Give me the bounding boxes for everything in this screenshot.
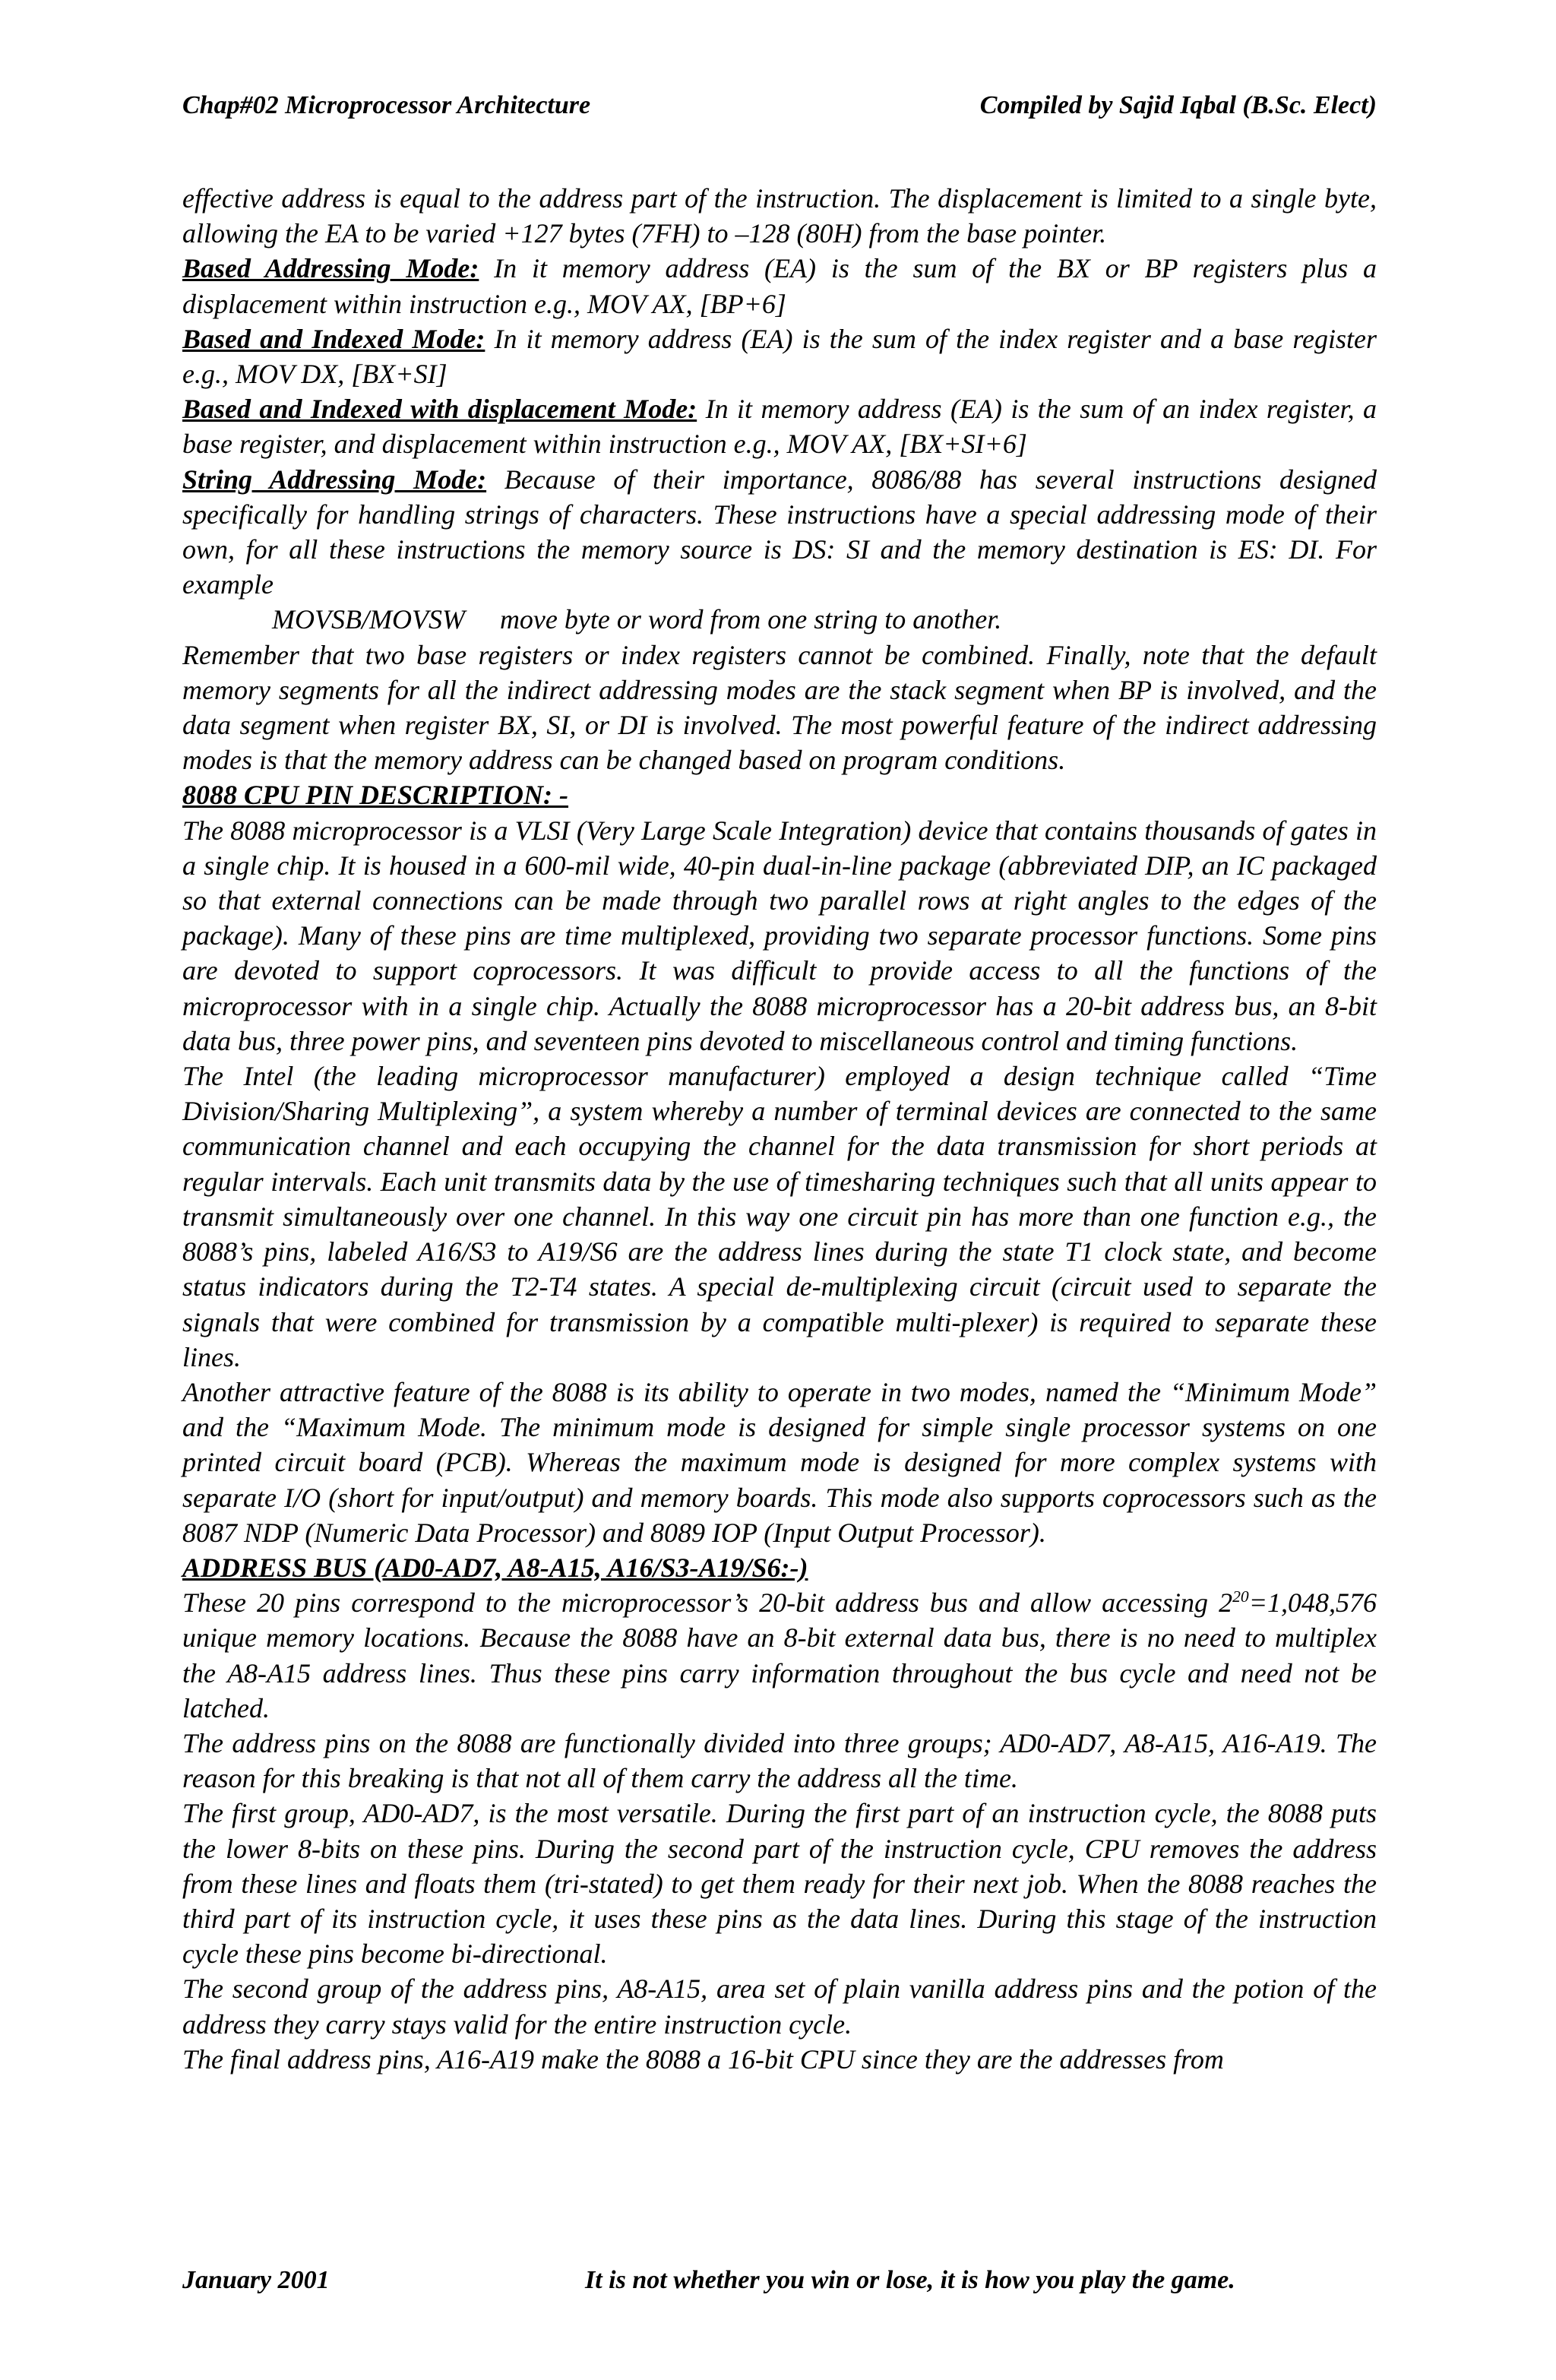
heading-based-indexed-displacement: Based and Indexed with displacement Mode: — [182, 394, 697, 425]
paragraph-effective-address: effective address is equal to the address part of the instruction. The displacement is limited to a single byte, allowing the EA to be varied +127 bytes (7FH) to –128 (80H) from the base pointer. — [182, 183, 1377, 249]
page-footer — [182, 2266, 1377, 2312]
header-compiler: Compiled by Sajid Iqbal (B.Sc. Elect) — [979, 91, 1377, 119]
heading-based-addressing: Based Addressing Mode: — [182, 253, 479, 284]
example-line — [182, 602, 1377, 637]
paragraph-string-addressing — [182, 462, 1377, 603]
superscript-exponent: 20 — [1232, 1587, 1249, 1606]
paragraph-based-addressing — [182, 251, 1377, 321]
heading-string-addressing: String Addressing Mode: — [182, 464, 487, 495]
header-chapter-title: Chap#02 Microprocessor Architecture — [182, 91, 591, 119]
paragraph-address-groups: The address pins on the 8088 are functionally divided into three groups; AD0-AD7, A8-A15, A16-A19. The reason for this breaking is that not all of them carry the address all the time. — [182, 1727, 1377, 1794]
paragraph-based-indexed — [182, 321, 1377, 391]
example-code: MOVSB/MOVSW — [272, 604, 465, 635]
example-description: move byte or word from one string to another. — [499, 604, 1002, 635]
text-address-bus-b: =1,048,576 unique memory locations. Because the 8088 have an 8-bit external data bus, there is no need to multiplex the A8-A15 address lines. Thus these pins carry information throughout the bus cycle and need not be latched. — [182, 1587, 1377, 1723]
heading-address-bus: ADDRESS BUS (AD0-AD7, A8-A15, A16/S3-A19/S6:-) — [182, 1552, 808, 1583]
paragraph-final-group: The final address pins, A16-A19 make the 8088 a 16-bit CPU since they are the addresses from — [182, 2043, 1224, 2075]
paragraph-address-bus — [182, 1585, 1377, 1726]
footer-quote: It is not whether you win or lose, it is how you play the game. — [585, 2266, 1235, 2294]
text-based-indexed: In it memory address (EA) is the sum of the index register and a base register e.g., MOV DX, [BX+SI] — [182, 323, 1377, 390]
page-header — [182, 91, 1377, 137]
heading-pin-description: 8088 CPU PIN DESCRIPTION: - — [182, 780, 569, 811]
document-body — [182, 181, 1377, 2077]
text-string-addressing: Because of their importance, 8086/88 has several instructions designed specifically for handling strings of characters. These instructions have a special addressing mode of their own, for all these instructions the memory source is DS: SI and the memory destination is ES: DI. For example — [182, 464, 1377, 600]
paragraph-pin-description: The 8088 microprocessor is a VLSI (Very Large Scale Integration) device that contains thousands of gates in a single chip. It is housed in a 600-mil wide, 40-pin dual-in-line package (abbreviated DIP, an IC packaged so that external connections can be made through two parallel rows at right angles to the edges of the package). Many of these pins are time multiplexed, providing two separate processor functions. Some pins are devoted to support coprocessors. It was difficult to provide access to all the functions of the microprocessor with in a single chip. Actually the 8088 microprocessor has a 20-bit address bus, an 8-bit data bus, three power pins, and seventeen pins devoted to miscellaneous control and timing functions. — [182, 815, 1377, 1056]
paragraph-based-indexed-displacement — [182, 391, 1377, 461]
text-based-indexed-displacement: In it memory address (EA) is the sum of an index register, a base register, and displacement within instruction e.g., MOV AX, [BX+SI+6] — [182, 394, 1377, 460]
footer-date: January 2001 — [182, 2266, 330, 2294]
paragraph-time-division: The Intel (the leading microprocessor manufacturer) employed a design technique called “Time Division/Sharing Multiplexing”, a system whereby a number of terminal devices are connected to the same communication channel and each occupying the channel for the data transmission for short periods at regular intervals. Each unit transmits data by the use of timesharing techniques such that all units appear to transmit simultaneously over one channel. In this way one circuit pin has more than one function e.g., the 8088’s pins, labeled A16/S3 to A19/S6 are the address lines during the state T1 clock state, and become status indicators during the T2-T4 states. A special de-multiplexing circuit (circuit used to separate the signals that were combined for transmission by a compatible multi-plexer) is required to separate these lines. — [182, 1061, 1377, 1372]
paragraph-modes: Another attractive feature of the 8088 is its ability to operate in two modes, named the “Minimum Mode” and the “Maximum Mode. The minimum mode is designed for simple single processor systems on one printed circuit board (PCB). Whereas the maximum mode is designed for more complex systems with separate I/O (short for input/output) and memory boards. This mode also supports coprocessors such as the 8087 NDP (Numeric Data Processor) and 8089 IOP (Input Output Processor). — [182, 1376, 1377, 1548]
heading-based-indexed: Based and Indexed Mode: — [182, 323, 485, 354]
paragraph-first-group: The first group, AD0-AD7, is the most versatile. During the first part of an instruction cycle, the 8088 puts the lower 8-bits on these pins. During the second part of the instruction cycle, CPU removes the address from these lines and floats them (tri-stated) to get them ready for their next job. When the 8088 reaches the third part of its instruction cycle, it uses these pins as the data lines. During this stage of the instruction cycle these pins become bi-directional. — [182, 1798, 1377, 1970]
paragraph-remember: Remember that two base registers or index registers cannot be combined. Finally, note that the default memory segments for all the indirect addressing modes are the stack segment when BP is involved, and the data segment when register BX, SI, or DI is involved. The most powerful feature of the indirect addressing modes is that the memory address can be changed based on program conditions. — [182, 639, 1377, 776]
text-based-addressing: In it memory address (EA) is the sum of the BX or BP registers plus a displacement within instruction e.g., MOV AX, [BP+6] — [182, 253, 1377, 319]
paragraph-second-group: The second group of the address pins, A8-A15, area set of plain vanilla address pins and the potion of the address they carry stays valid for the entire instruction cycle. — [182, 1973, 1377, 2040]
text-address-bus-a: These 20 pins correspond to the microprocessor’s 20-bit address bus and allow accessing 2 — [182, 1587, 1233, 1619]
